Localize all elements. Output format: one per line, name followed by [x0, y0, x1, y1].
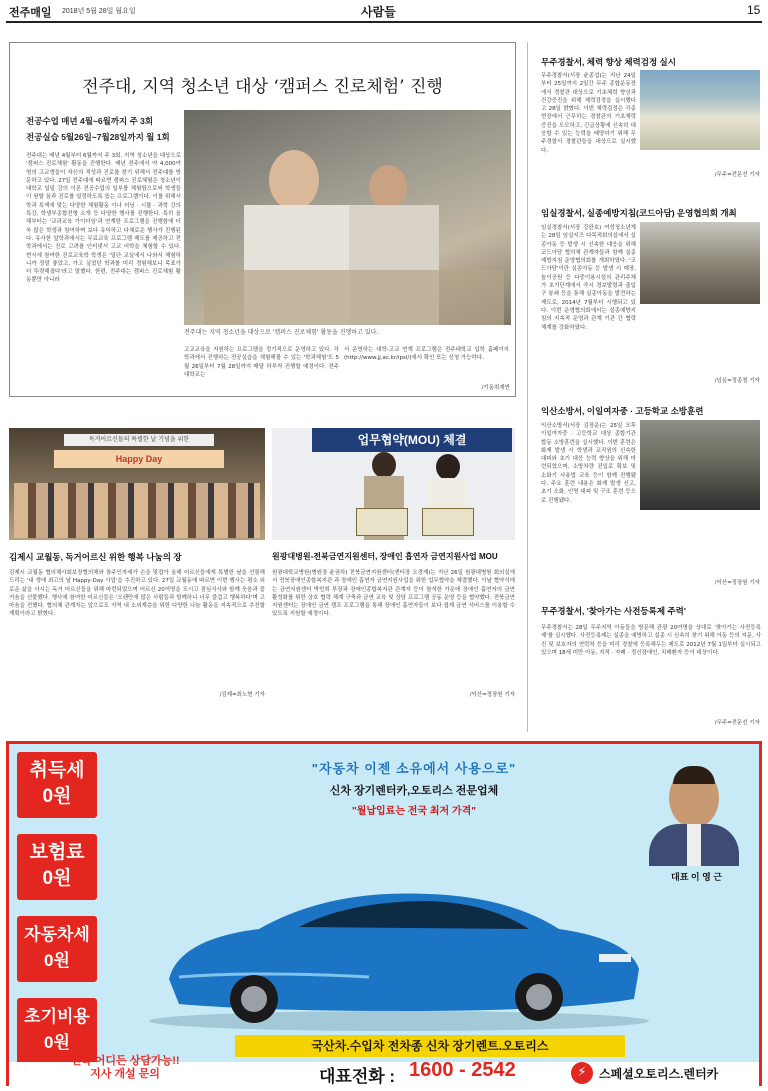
- ad-item-acquisition-tax: [17, 752, 97, 818]
- sidebar2-body: 임실경찰서(서장 강완호) 여성청소년계는 28일 임실지즈 다목적회의실에서 실종아동 등 발생 시 신속한 대응을 위해 코드아담 협의체 관계자들과 함께 실종예방지침 운영협의회를 개최하였다. '코드아담'이란 실종아동 등 발생 시 매장, 놀이공원 등 다중이용시설의 관리주체가 초기단계에서 즉시 경보발령과 출입구 봉쇄 등을 통해 실종아동을 발견하는 제도로, 2014년 7월부터 시행되고 있다. 이번 운영협의회에서는 실종예방지침의 지속적 운영과 관계 기관 간 협력 체계를 강화하였다.: [541, 225, 636, 331]
- ad-banner: 국산차.수입차 전차종 신차 장기렌트.오토리스: [235, 1035, 625, 1057]
- sidebar4-byline: /무주=전문선 기자: [714, 720, 760, 726]
- sidebar2-headline: 임실경찰서, 실종예방지침(코드아담) 운영협의회 개최: [541, 208, 737, 218]
- lead-subhead-1: 전공수업 매년 4월~6월까지 주 3회: [26, 116, 154, 126]
- mou-headline: 원광대병원-전북금연지원센터, 장애인 흡연자 금연지원사업 MOU: [272, 552, 498, 561]
- kim-photo-banner-2: Happy Day: [54, 450, 224, 468]
- ad-item-value: 0원: [44, 951, 70, 970]
- lead-photo: [184, 110, 511, 325]
- mou-byline: /익산=정장원 기자: [469, 692, 515, 698]
- kim-headline: 김제시 교월동, 독거어르신 위한 행복 나눔의 장: [9, 552, 182, 562]
- advertisement[interactable]: [6, 741, 762, 1086]
- sidebar1-byline: /무주=전문선 기자: [714, 172, 760, 178]
- ad-item-car-tax: [17, 916, 97, 982]
- ad-phone-label: 대표전화 :: [319, 1067, 396, 1086]
- lead-headline: 전주대, 지역 청소년 대상 ‘캠퍼스 진로체험’ 진행: [82, 77, 443, 97]
- ad-company: 스페셜오토리스.렌터카: [599, 1067, 719, 1081]
- kim-photo-banner: 독거어르신들의 특별한 날 기념을 위한: [64, 434, 214, 446]
- ad-consult-line1: 전국 어디든 상담가능!!: [70, 1055, 180, 1067]
- sidebar1-body-cont: [541, 150, 761, 167]
- ad-subtitle: 신차 장기렌터카,오토리스 전문업체: [329, 785, 499, 797]
- lead-body-col1: 전주대는 매년 4월부터 6월까지 주 3회, 지역 청소년을 대상으로 '캠퍼스 진로체험' 활동을 진행한다. 매년 전주에서 약 4,000여 명의 고교생들이 자신의 적성과 진로를 찾기 위해서 전주대를 방문하고 있다. 27일 전주대에 따르면 캠퍼스 진로체험은 청소년이 대학교 일일 강의 이론 전공수업의 일부를 체험함으로써 학생들이 원할 꿈과 진로를 설정하도록 돕는 프로그램이다. 이를 위해서 학과 특색에 맞는 다양한 체험활동 이나 러닝 · 시뮬 · 과학 강의 특강, 학생부종합전형 소개 등 다양한 행사를 진행한다. 특히 올해부터는 '교과교육 가이더임'과 연계한 프로그램을 진행함에 더욱 많은 학생과 참여하며 보다 유익하고 다채로운 행사가 진행된다. 유사한 앞학과에서는 무료교육 프로그램 제도를 제공하고 전 학과에서는 진로 고려를 인터넷서 고교 어학을 체험할 수 있다. 현시에 참여한 진로교육학 학생은 '일단 교실에서 나와서 체험하니까 정말 좋았고, 가고 싶었던 학과를 미리 경험해보니 목표가 더 뚜렷해졌다'라고 말했다. 한편, 전주대는 캠퍼스 진로체험 활동뿐만 아니라: [26, 153, 181, 284]
- mou-body: 원광대학교병원(병원장 윤권하) 전북금연지원센터(센터장 오경재)는 지난 26일 원광대병원 회의실에서 전북장애인종합복지관 과 장애인 흡연자 금연지원사업을 위한 업무협약을 체결했다. 이날 협약식에는 금연지원센터 박민희 부장과 장애인종합복지관 관계자 등이 참석한 가운데 장애인 흡연자의 금연 활성화를 위한 상호 협력 체계 구축과 금연 교육 및 상담 프로그램 공동 운영 등을 협약했다. 전북금연지원센터는 장애인 금연 캠프 프로그램을 통해 장애인 흡연자들이 보다 쉽게 금연 서비스를 이용할 수 있도록 지원할 예정이다.: [272, 570, 515, 618]
- section-title: 사람들: [361, 5, 396, 19]
- kim-photo: [9, 428, 265, 540]
- issue-date: 2018년 5월 28일 월요일: [62, 8, 136, 15]
- ad-item-label: 초기비용: [24, 1007, 90, 1026]
- sidebar3-body: 익산소방서(서장 김장운)는 25일 오후 이일여자중 · 고등학교 대상 종합기관 합동 소방훈련을 실시했다. 이번 훈련은 화재 발생 시 학생과 교직원의 신속한 대피와 초기 대응 능력 향상을 위해 마련되었으며, 소방차량 진입로 확보 및 소화기 사용법 교육 등이 함께 진행됐다. 주요 훈련 내용은 화재 발생 신고, 초기 소화, 인명 대피 및 구조 훈련 등으로 진행됐다.: [541, 423, 636, 504]
- sidebar-divider: [527, 42, 528, 732]
- ad-price-note: "월납입료는 전국 최저 가격": [351, 806, 477, 817]
- sidebar1-headline: 무주경찰서, 체력 향상 체력검정 실시: [541, 57, 676, 67]
- company-logo-icon: ⚡: [571, 1062, 593, 1084]
- sidebar2-photo: [640, 222, 760, 304]
- ad-item-label: 보험료: [29, 842, 85, 863]
- lead-body-col2: 고교교육을 지원하는 프로그램을 정기적으로 운영하고 있다. 각 학과에서 진행하는 전공실습을 체험해볼 수 있는 '학과체험'도 5월 26일부터 7월 28일까지 매달 하루씩 진행할 예정이다. 전주대학교는: [184, 347, 339, 378]
- mou-photo-sign: 업무협약(MOU) 체결: [312, 428, 512, 452]
- sidebar4-headline: 무주경찰서, '찾아가는 사전등록제 주력': [541, 606, 686, 616]
- lead-body-col3: 서 운영하는 대학-고교 연계 프로그램은 전주대학교 입학 홈페이지 (http://www.jj.ac.kr/ipsi/)에서 확인 또는 신청 가능하다.: [344, 347, 509, 362]
- kim-body: 김제시 교월동 협의체사회보장협의체와 참주인자세가 손을 맞잡아 올해 어르신들에게 특별한 날을 선물해 드리는 '내 생애 최고의 날 Happy-Day 사업'을 추진하고 있다. 27일 교월동에 따르면 이번 행사는 평소 외로운 삶을 사시는 독거 어르신들을 위해 마련되었으며 어르신 20여명을 모시고 점심식사와 함께 웃음과 즐거움을 선물했다. 행사에 참여한 어르신들은 '오랜만에 많은 사람들과 함께하니 너무 즐겁고 행복하다'며 고마움을 전했다. 협의체 관계자는 앞으로도 지역 내 소외계층을 위한 다양한 나눔 활동을 지속적으로 추진할 계획이라고 밝혔다.: [9, 570, 265, 618]
- ad-item-insurance: [17, 834, 97, 900]
- ad-tagline: "자동차 이젠 소유에서 사용으로": [311, 761, 517, 776]
- sidebar1-body: 무주경찰서(서장 윤종섭)는 지난 24일부터 25일까지 2일간 무주 종합운동장에서 경찰관 대상으로 기초체력 향상과 건강증진을 위해 체력검정을 실시했다고 28일 밝혔다. 이번 체력검정은 각종 현장에서 근무하는 경찰관의 기초체력 증진을 도모하고, 긴급상황에 신속히 대응할 수 있는 능력을 배양하기 위해 무주경찰서 경찰관들을 대상으로 실시했다.: [541, 73, 636, 154]
- ad-item-value: 0원: [42, 786, 72, 807]
- ad-item-label: 취득세: [29, 760, 85, 781]
- mou-photo: [272, 428, 515, 540]
- ad-rep-photo: [649, 766, 739, 866]
- kim-byline: /김제=최노현 기자: [219, 692, 265, 698]
- ad-car-illustration: [109, 859, 669, 1034]
- lead-byline: /기동취재반: [481, 385, 510, 391]
- ad-rep-label: 대표 이 영 근: [671, 872, 722, 882]
- sidebar3-byline: /익산=정장원 기자: [714, 580, 760, 586]
- sidebar3-headline: 익산소방서, 이일여자중 · 고등학교 소방훈련: [541, 406, 704, 416]
- ad-item-value: 0원: [42, 868, 72, 889]
- ad-phone-number[interactable]: 1600 - 2542: [409, 1059, 516, 1081]
- ad-item-label: 자동차세: [24, 925, 90, 944]
- sidebar2-byline: /임실=정종철 기자: [714, 378, 760, 384]
- lead-photo-caption: 전주대는 지역 청소년을 대상으로 '캠퍼스 진로체험' 활동을 진행하고 있다.: [184, 329, 379, 336]
- page-number: 15: [747, 3, 761, 17]
- sidebar1-photo: [640, 70, 760, 150]
- sidebar4-body: 무주경찰서는 28일 무주지역 아동들을 방문해 관광 20여명을 상대로 '찾아가는 사전등록제'를 실시했다. 사전등록제는 실종을 예방하고 실종 시 신속히 찾기 위해 아동 등의 지문, 사진 및 보호자의 연락처 등을 미리 경찰에 등록해두는 제도로 2012년 7월 1일부터 실시되고 있으며 18세 미만 아동, 지적 · 자폐 · 정신장애인, 치매환자 등이 대상이다.: [541, 625, 761, 656]
- paper-name: 전주매일: [9, 7, 52, 19]
- ad-consult: [25, 1055, 225, 1081]
- lead-subhead-2: 전공실습 5월26일~7월28일까지 월 1회: [26, 132, 170, 142]
- ad-consult-line2: 지사 개설 문의: [90, 1068, 160, 1080]
- sidebar3-photo: [640, 420, 760, 510]
- ad-item-value: 0원: [44, 1033, 70, 1052]
- header-rule: [6, 21, 762, 23]
